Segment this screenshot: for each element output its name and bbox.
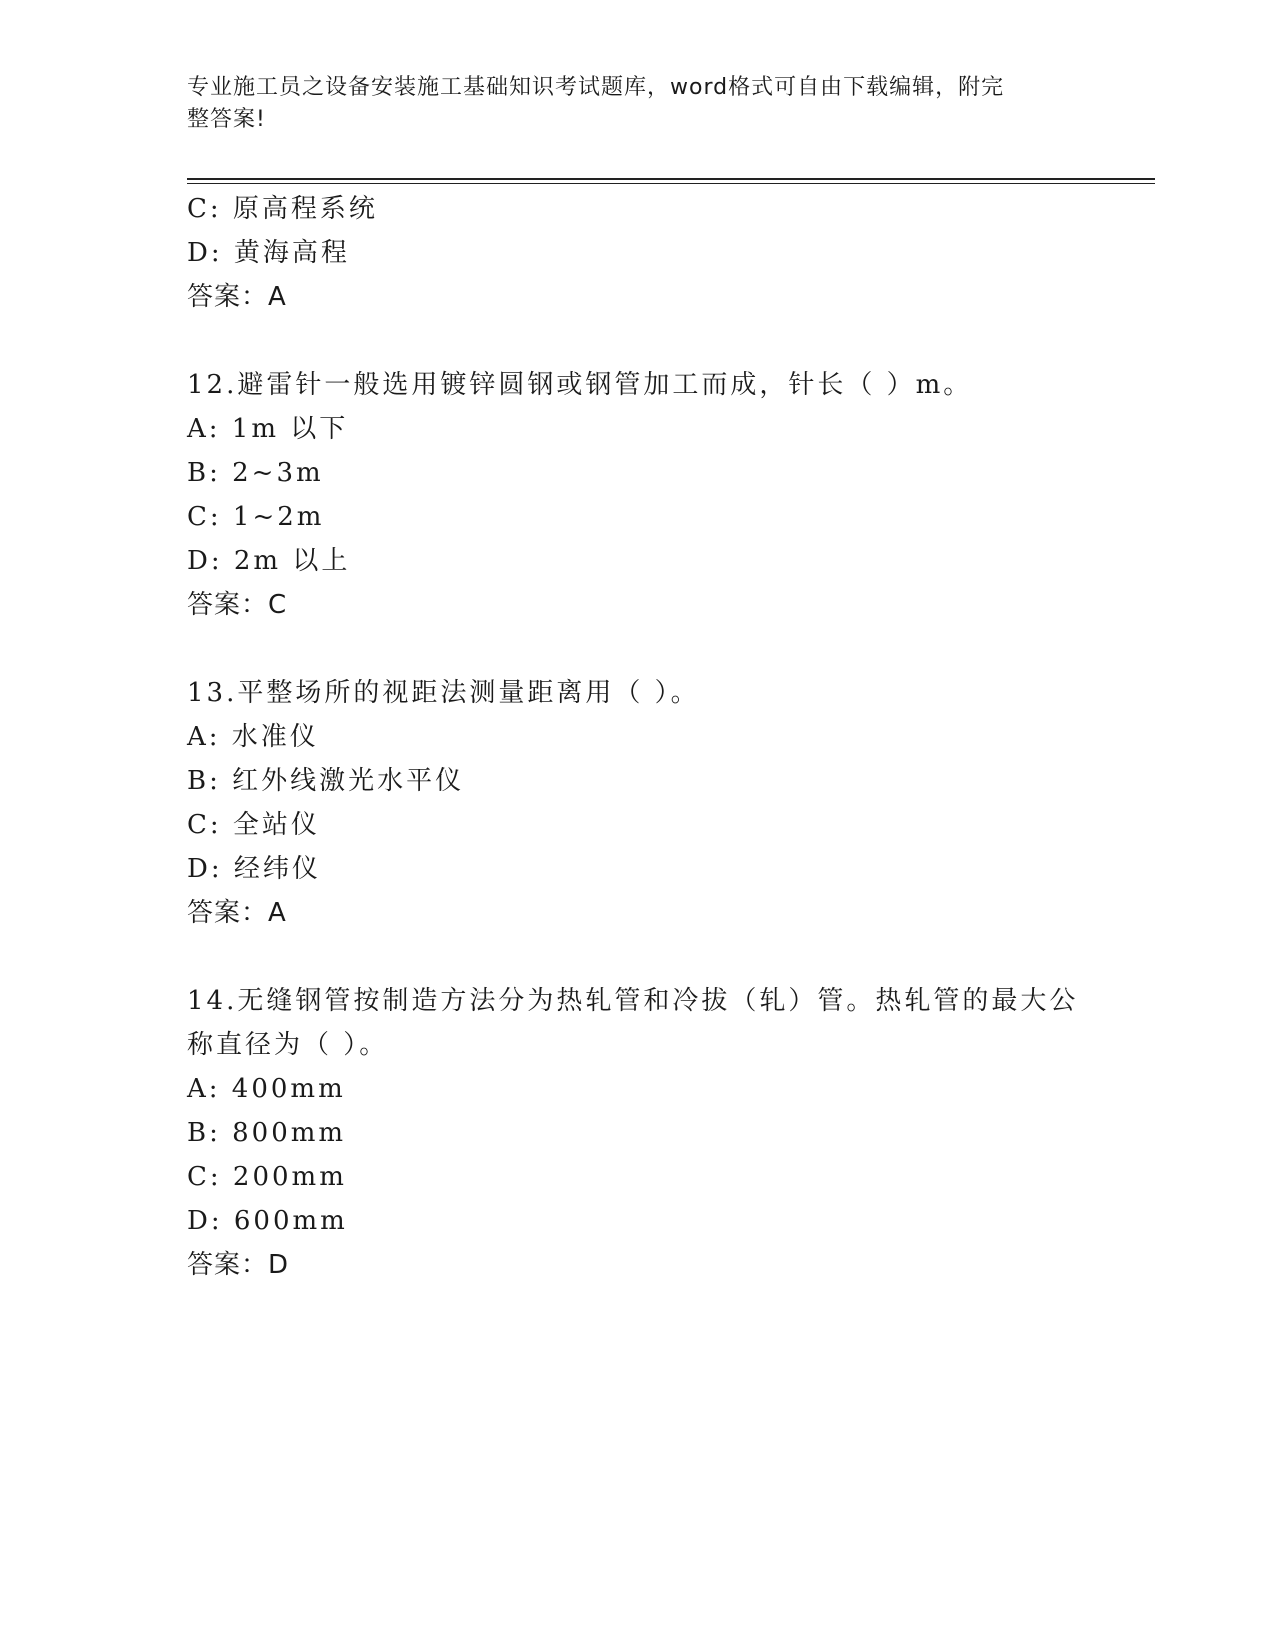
header-divider-thin (187, 183, 1155, 184)
q14-option-a: A: 400mm (187, 1074, 346, 1104)
q13-option-d: D: 经纬仪 (187, 854, 321, 884)
q11-option-d: D: 黄海高程 (187, 238, 350, 268)
header-divider-thick (187, 178, 1155, 180)
q12-option-a: A: 1m 以下 (187, 414, 349, 444)
q14-option-c: C: 200mm (187, 1162, 347, 1192)
q13-answer: 答案：A (187, 898, 287, 928)
q14-option-d: D: 600mm (187, 1206, 348, 1236)
q11-option-c: C: 原高程系统 (187, 194, 378, 224)
q12-option-d: D: 2m 以上 (187, 546, 351, 576)
q14-question-line-2: 称直径为（ ）。 (187, 1030, 389, 1060)
q12-option-b: B: 2~3m (187, 458, 324, 488)
document-header (187, 72, 1077, 136)
q14-question-line-1: 14.无缝钢管按制造方法分为热轧管和冷拔（轧）管。热轧管的最大公 (187, 986, 1079, 1016)
q11-answer: 答案：A (187, 282, 287, 312)
q13-option-a: A: 水准仪 (187, 722, 319, 752)
q13-option-c: C: 全站仪 (187, 810, 320, 840)
header-line-2: 整答案! (187, 107, 266, 132)
q13-question: 13.平整场所的视距法测量距离用（ ）。 (187, 678, 700, 708)
q12-option-c: C: 1~2m (187, 502, 325, 532)
q12-question: 12.避雷针一般选用镀锌圆钢或钢管加工而成，针长（ ）m。 (187, 370, 973, 400)
header-line-1: 专业施工员之设备安装施工基础知识考试题库，word格式可自由下载编辑，附完 (187, 75, 1005, 100)
q13-option-b: B: 红外线激光水平仪 (187, 766, 465, 796)
q12-answer: 答案：C (187, 590, 288, 620)
q14-answer: 答案：D (187, 1250, 290, 1280)
q14-option-b: B: 800mm (187, 1118, 347, 1148)
